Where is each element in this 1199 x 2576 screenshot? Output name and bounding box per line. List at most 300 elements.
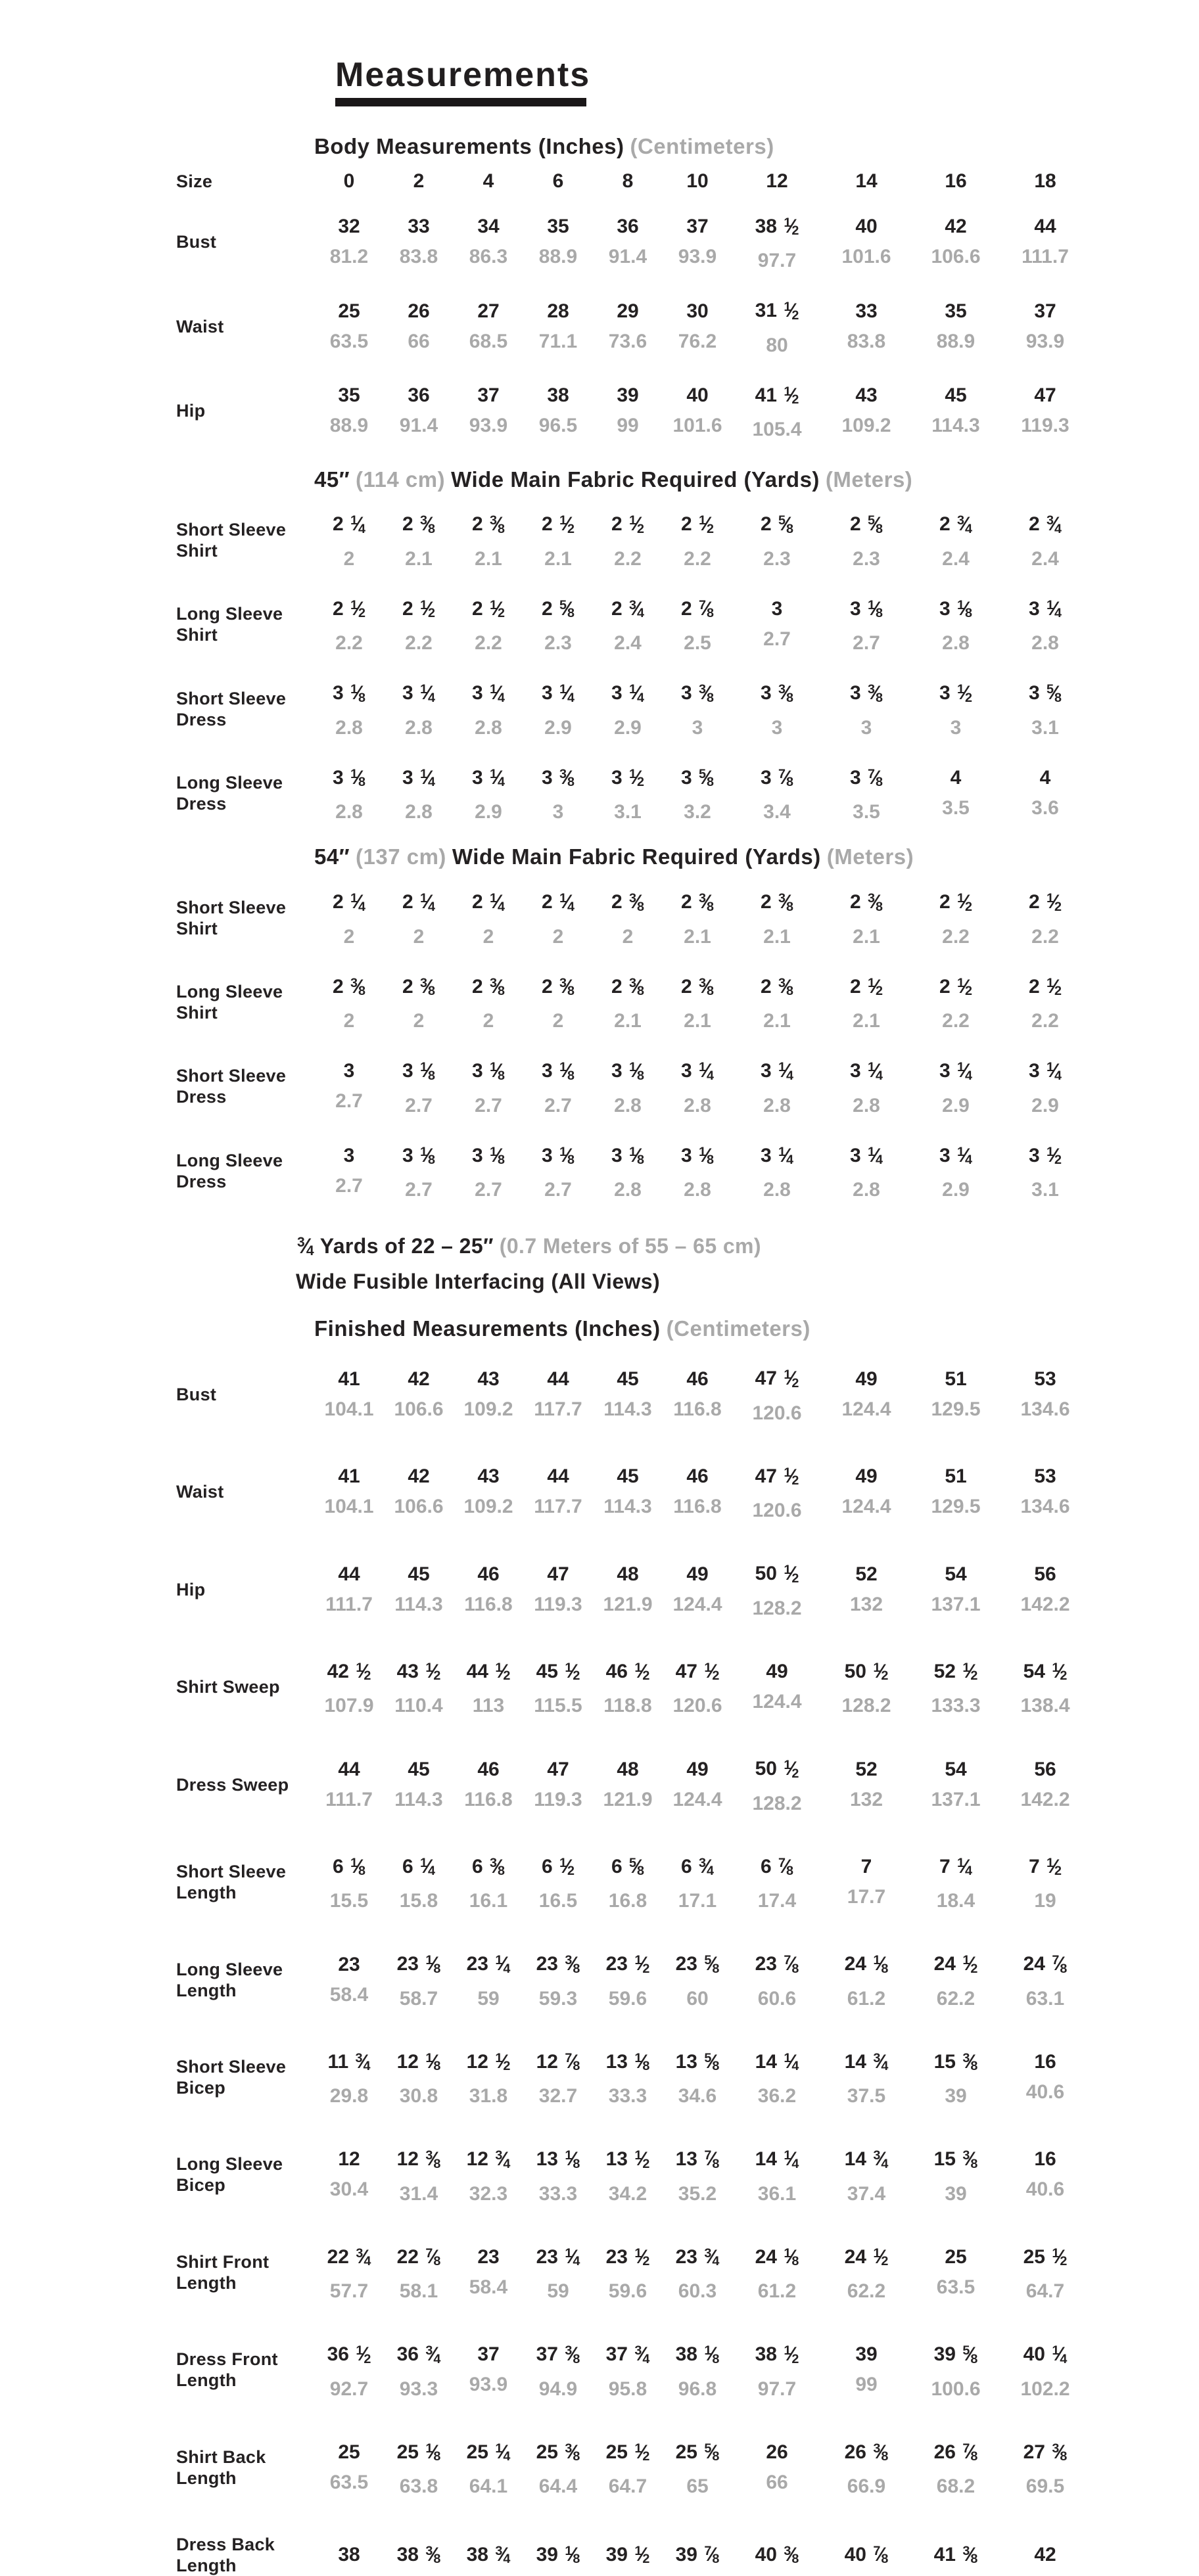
measurement-cell (911, 1656, 1000, 1718)
inch-value: 37 $^3⁄_4$ (605, 2343, 650, 2366)
inch-value: 23 $^7⁄_8$ (755, 1953, 799, 1976)
measurement-cell (314, 1758, 384, 1812)
measurement-cell (822, 2046, 911, 2108)
inch-value: 3 $^1⁄_4$ (402, 682, 436, 705)
cm-value: 2.8 (853, 1094, 880, 1116)
inch-value: 2 $^3⁄_8$ (332, 975, 366, 999)
cm-value: 2.2 (335, 632, 363, 655)
inch-value: 2 $^3⁄_8$ (471, 513, 505, 536)
cm-value: 2.3 (544, 632, 572, 655)
inch-value: 3 $^1⁄_8$ (611, 1060, 645, 1083)
fraction: $^3⁄_4$ (356, 2245, 371, 2269)
size-value: 0 (343, 170, 355, 192)
cm-value: 2.2 (614, 547, 642, 570)
measurement-cell (822, 1368, 911, 1421)
inch-value: 2 $^3⁄_8$ (680, 891, 715, 914)
fraction: $^1⁄_2$ (1052, 2245, 1068, 2269)
table-row (176, 1656, 1199, 1718)
measurement-cell (911, 766, 1000, 820)
cm-value: 2.9 (544, 716, 572, 739)
cm-value: 63.8 (399, 2475, 438, 2498)
cm-value: 16.8 (608, 1890, 647, 1912)
inch-value: 3 $^1⁄_4$ (1028, 1060, 1062, 1083)
inch-value: 3 $^1⁄_2$ (1028, 1144, 1062, 1168)
measurement-cell (593, 1465, 663, 1519)
cm-value: 59 (547, 2280, 569, 2303)
section-heading (314, 1316, 1199, 1342)
cm-value: 30.8 (399, 2085, 438, 2107)
inch-value: 39 $^5⁄_8$ (933, 2343, 978, 2366)
cm-value: 32.3 (469, 2182, 508, 2205)
inch-value: 38 $^1⁄_2$ (755, 215, 799, 239)
fraction: $^1⁄_2$ (559, 513, 575, 536)
cm-value: 64.1 (469, 2475, 508, 2498)
cm-value: 64.7 (608, 2475, 647, 2498)
measurement-cell (1000, 1465, 1090, 1519)
cm-value: 2.8 (335, 716, 363, 739)
cm-value: 2.7 (544, 1094, 572, 1116)
cm-value: 65 (686, 2475, 709, 2498)
measurement-cell (1000, 1563, 1090, 1617)
section-fabric-45 (176, 467, 1199, 824)
table-row (176, 509, 1199, 570)
cm-value: 2.1 (853, 1010, 880, 1032)
inch-value: 13 $^1⁄_2$ (605, 2148, 650, 2171)
measurement-cell (732, 2339, 822, 2401)
inch-value: 42 $^1⁄_2$ (327, 1660, 371, 1684)
measurement-cell (384, 1948, 454, 2010)
measurement-cell (314, 2543, 384, 2567)
table-row (176, 971, 1199, 1033)
measurement-cell (523, 1465, 593, 1519)
measurement-cell (454, 593, 523, 655)
table-row (176, 762, 1199, 824)
cm-value: 142.2 (1020, 1593, 1070, 1615)
fraction: $^5⁄_8$ (704, 2050, 720, 2074)
fraction: $^1⁄_4$ (628, 682, 645, 705)
fraction: $^1⁄_4$ (559, 682, 575, 705)
inch-value: 46 $^1⁄_2$ (605, 1660, 650, 1684)
inch-value: 37 (477, 2343, 500, 2366)
cm-value: 119.3 (534, 1788, 582, 1810)
fraction: $^1⁄_8$ (425, 2050, 441, 2074)
fraction: $^1⁄_8$ (489, 1144, 505, 1168)
inch-value: 15 $^3⁄_8$ (933, 2148, 978, 2171)
cm-value: 58.1 (399, 2280, 438, 2303)
cm-value: 2 (552, 925, 564, 948)
fraction: $^1⁄_8$ (867, 597, 883, 621)
inch-value: 40 $^1⁄_4$ (1023, 2343, 1068, 2366)
cm-value: 63.5 (329, 330, 369, 352)
measurement-cell (454, 1368, 523, 1421)
fraction: $^1⁄_4$ (1046, 1060, 1062, 1083)
inch-value: 3 $^3⁄_8$ (541, 766, 575, 790)
inch-value: 6 $^3⁄_8$ (471, 1855, 505, 1879)
inch-value: 38 $^1⁄_2$ (755, 2343, 799, 2366)
fraction: $^1⁄_2$ (1046, 975, 1062, 999)
measurement-cell (1000, 1948, 1090, 2010)
inch-value: 3 (343, 1144, 355, 1166)
size-value: 10 (686, 170, 709, 192)
measurement-cell (593, 1948, 663, 2010)
inch-value: 3 $^1⁄_4$ (471, 682, 505, 705)
cm-value: 93.9 (678, 246, 717, 268)
cm-value: 134.6 (1020, 1496, 1070, 1518)
cm-value: 68.2 (936, 2475, 976, 2498)
row-label: Long Sleeve Shirt (176, 604, 283, 645)
fraction: $^1⁄_2$ (628, 766, 645, 790)
cm-value: 120.6 (752, 1500, 802, 1522)
inch-value: 33 (855, 300, 878, 322)
inch-value: 14 $^1⁄_4$ (755, 2148, 799, 2171)
fraction: $^7⁄_8$ (867, 766, 883, 790)
measurement-rows (176, 1363, 1199, 2576)
measurement-cell (1000, 2437, 1090, 2498)
measurement-cell (523, 971, 593, 1033)
inch-value: 50 $^1⁄_2$ (755, 1563, 799, 1586)
measurement-cell (384, 1851, 454, 1913)
cm-value: 116.8 (464, 1593, 513, 1615)
cm-value: 2 (413, 1010, 425, 1032)
inch-value: 25 $^1⁄_4$ (466, 2441, 511, 2464)
inch-value: 2 $^1⁄_4$ (471, 891, 505, 914)
cm-value: 58.7 (399, 1987, 438, 2010)
cm-value: 124.4 (841, 1398, 891, 1420)
inch-value: 3 $^1⁄_8$ (402, 1144, 436, 1168)
measurement-cell (593, 886, 663, 948)
fraction: $^1⁄_2$ (956, 682, 973, 705)
cm-value: 97.7 (757, 2378, 797, 2400)
fraction: $^3⁄_8$ (559, 766, 575, 790)
inch-value: 7 $^1⁄_4$ (939, 1855, 973, 1879)
inch-value: 3 $^1⁄_8$ (939, 597, 973, 621)
cm-value: 59 (477, 1987, 500, 2010)
inch-value: 54 (945, 1563, 967, 1585)
fraction: $^1⁄_2$ (784, 2343, 799, 2366)
measurement-cell (454, 1465, 523, 1519)
fraction: $^1⁄_2$ (634, 1953, 650, 1976)
fraction: $^1⁄_8$ (350, 682, 366, 705)
heading-part: Body Measurements (Inches) (314, 134, 624, 158)
inch-value: 2 $^3⁄_8$ (471, 975, 505, 999)
measurement-cell (911, 678, 1000, 739)
inch-value: 26 $^3⁄_8$ (844, 2441, 889, 2464)
cm-value: 2 (343, 1010, 355, 1032)
measurement-cell (314, 1059, 384, 1113)
cm-value: 137.1 (931, 1788, 981, 1810)
inch-value: 2 $^3⁄_8$ (849, 891, 883, 914)
measurement-cell (384, 1368, 454, 1421)
cm-value: 15.8 (399, 1890, 438, 1912)
fraction: $^5⁄_8$ (778, 513, 794, 536)
measurement-cell (314, 1144, 384, 1198)
measurement-rows (176, 509, 1199, 824)
measurement-cell (1000, 1758, 1090, 1812)
measurement-cell (822, 384, 911, 438)
inch-value: 39 $^1⁄_8$ (536, 2543, 580, 2567)
inch-value: 15 $^3⁄_8$ (933, 2050, 978, 2074)
measurement-cell (384, 971, 454, 1033)
fraction: $^5⁄_8$ (704, 2441, 720, 2464)
fraction: $^3⁄_8$ (489, 1855, 505, 1879)
inch-value: 37 (686, 216, 709, 238)
fraction: $^1⁄_4$ (778, 1144, 794, 1168)
cm-value: 3.4 (763, 801, 791, 823)
inch-value: 3 $^7⁄_8$ (849, 766, 883, 790)
inch-value: 12 $^7⁄_8$ (536, 2050, 580, 2074)
inch-value: 36 (408, 384, 430, 407)
inch-value: 49 (686, 1758, 709, 1780)
measurement-cell (454, 1656, 523, 1718)
measurement-cell (732, 295, 822, 357)
row-label: Short Sleeve Length (176, 1862, 287, 1903)
measurement-cell (732, 2539, 822, 2571)
fraction: $^1⁄_4$ (419, 766, 436, 790)
inch-value: 3 $^3⁄_8$ (760, 682, 794, 705)
row-label: Short Sleeve Shirt (176, 897, 287, 938)
fraction: $^1⁄_4$ (489, 891, 505, 914)
table-row (176, 678, 1199, 739)
inch-value: 13 $^7⁄_8$ (675, 2148, 720, 2171)
cm-value: 64.4 (538, 2475, 578, 2498)
cm-value: 2.1 (763, 925, 791, 948)
row-label: Dress Front Length (176, 2349, 278, 2391)
measurement-cell (822, 2539, 911, 2571)
measurement-cell (593, 971, 663, 1033)
cm-value: 119.3 (534, 1593, 582, 1615)
inch-value: 3 $^1⁄_8$ (849, 597, 883, 621)
cm-value: 60.6 (757, 1987, 797, 2010)
heading-part: Wide Main Fabric Required (Yards) (451, 467, 820, 492)
measurement-cell (1000, 215, 1090, 269)
fraction: $^3⁄_8$ (962, 2543, 978, 2567)
inch-value: 27 (477, 300, 500, 322)
fraction: $^1⁄_2$ (495, 2050, 511, 2074)
row-label: Shirt Sweep (176, 1677, 280, 1697)
measurement-cell (454, 1851, 523, 1913)
inch-value: 26 (408, 300, 430, 322)
cm-value: 93.9 (469, 2374, 508, 2396)
measurement-cell (732, 1055, 822, 1117)
inch-value: 47 $^1⁄_2$ (755, 1465, 799, 1488)
cm-value: 118.8 (603, 1695, 652, 1717)
inch-value: 41 $^1⁄_2$ (755, 384, 799, 407)
measurement-cell (822, 1055, 911, 1117)
measurement-cell (593, 1656, 663, 1718)
measurement-cell (314, 593, 384, 655)
measurement-cell (314, 1368, 384, 1421)
inch-value: 44 $^1⁄_2$ (466, 1660, 511, 1684)
fraction: $^1⁄_4$ (1046, 597, 1062, 621)
measurement-cell (593, 593, 663, 655)
measurement-cell (911, 971, 1000, 1033)
measurement-cell (384, 300, 454, 354)
inch-value: 38 (547, 384, 569, 407)
row-label: Long Sleeve Dress (176, 1150, 283, 1191)
fraction: $^1⁄_2$ (350, 597, 366, 621)
fraction: $^3⁄_8$ (962, 2148, 978, 2171)
fraction: $^1⁄_4$ (559, 891, 575, 914)
measurement-cell (384, 2339, 454, 2401)
measurement-rows (176, 886, 1199, 1202)
inch-value: 54 $^1⁄_2$ (1023, 1660, 1068, 1684)
inch-value: 43 (855, 384, 878, 407)
cm-value: 2.8 (614, 1179, 642, 1201)
cm-value: 17.7 (847, 1886, 886, 1908)
cm-value: 92.7 (329, 2378, 369, 2400)
cm-value: 63.5 (329, 2471, 369, 2493)
cm-value: 3.1 (614, 801, 642, 823)
measurement-cell (384, 2539, 454, 2571)
row-label: Short Sleeve Shirt (176, 519, 287, 561)
measurement-cell (911, 593, 1000, 655)
fraction: $^1⁄_2$ (784, 384, 799, 407)
measurement-cell (911, 2539, 1000, 2571)
measurement-cell (663, 2144, 732, 2205)
inch-value: 13 $^1⁄_8$ (536, 2148, 580, 2171)
inch-value: 25 (338, 2441, 360, 2463)
cm-value: 2.9 (614, 716, 642, 739)
fraction: $^1⁄_2$ (419, 597, 436, 621)
measurement-cell (593, 678, 663, 739)
table-row (176, 2046, 1199, 2108)
inch-value: 42 (408, 1368, 430, 1390)
fraction: $^3⁄_4$ (495, 2543, 511, 2567)
cm-value: 120.6 (752, 1402, 802, 1424)
fraction: $^1⁄_8$ (628, 1144, 645, 1168)
cm-value: 94.9 (538, 2378, 578, 2400)
fraction: $^1⁄_8$ (559, 1060, 575, 1083)
inch-value: 3 $^1⁄_4$ (849, 1060, 883, 1083)
cm-value: 73.6 (608, 330, 647, 352)
fraction: $^1⁄_2$ (956, 891, 973, 914)
measurement-cell (1000, 766, 1090, 820)
measurement-cell (523, 384, 593, 438)
measurement-cell (523, 678, 593, 739)
measurement-cell (384, 1465, 454, 1519)
measurement-cell (523, 2144, 593, 2205)
cm-value: 99 (617, 415, 639, 437)
inch-value: 41 (338, 1465, 360, 1488)
inch-value: 38 $^3⁄_4$ (466, 2543, 511, 2567)
measurement-cell (314, 2148, 384, 2201)
inch-value: 2 $^1⁄_2$ (471, 597, 505, 621)
inch-value: 28 (547, 300, 569, 322)
fraction: $^1⁄_2$ (784, 300, 799, 323)
fraction: $^3⁄_8$ (559, 975, 575, 999)
measurement-cell (384, 509, 454, 570)
fraction: $^3⁄_4$ (1046, 513, 1062, 536)
inch-value: 13 $^5⁄_8$ (675, 2050, 720, 2074)
fraction: $^7⁄_8$ (784, 1953, 799, 1976)
fraction: $^1⁄_4$ (350, 891, 366, 914)
cm-value: 37.5 (847, 2085, 886, 2107)
inch-value: 7 (860, 1856, 872, 1878)
measurement-cell (732, 1948, 822, 2010)
measurement-cell (593, 1758, 663, 1812)
measurement-cell (911, 1055, 1000, 1117)
measurement-cell (454, 2539, 523, 2571)
fraction: $^1⁄_8$ (784, 2245, 799, 2269)
inch-value: 45 $^1⁄_2$ (536, 1660, 580, 1684)
cm-value: 59.3 (538, 1987, 578, 2010)
cm-value: 16.1 (469, 1890, 508, 1912)
measurement-cell (454, 678, 523, 739)
measurement-cell (314, 2441, 384, 2495)
page-title: Measurements (335, 56, 591, 94)
table-row (176, 2242, 1199, 2303)
fraction: $^1⁄_4$ (419, 891, 436, 914)
fraction: $^1⁄_8$ (350, 766, 366, 790)
cm-value: 2.1 (684, 925, 711, 948)
inch-value: 23 $^1⁄_2$ (605, 1953, 650, 1976)
inch-value: 38 (338, 2544, 360, 2566)
size-label: Size (176, 172, 213, 191)
cm-value: 113 (472, 1695, 505, 1717)
fraction: $^1⁄_8$ (956, 597, 973, 621)
measurement-cell (822, 1656, 911, 1718)
table-row (176, 1948, 1199, 2010)
fraction: $^1⁄_4$ (956, 1855, 973, 1879)
inch-value: 24 $^1⁄_8$ (755, 2245, 799, 2269)
inch-value: 47 (547, 1563, 569, 1585)
size-value: 6 (552, 170, 564, 192)
inch-value: 2 $^3⁄_4$ (939, 513, 973, 536)
measurement-cell (314, 1953, 384, 2007)
inch-value: 23 $^1⁄_8$ (396, 1953, 441, 1976)
inch-value: 23 $^5⁄_8$ (675, 1953, 720, 1976)
cm-value: 3 (860, 716, 872, 739)
measurement-cell (911, 2339, 1000, 2401)
measurement-cell (384, 886, 454, 948)
inch-value: 3 $^1⁄_4$ (760, 1144, 794, 1168)
inch-value: 12 $^1⁄_8$ (396, 2050, 441, 2074)
fraction: $^1⁄_2$ (698, 513, 715, 536)
inch-value: 39 (617, 384, 639, 407)
measurement-cell (663, 384, 732, 438)
cm-value: 111.7 (325, 1788, 373, 1810)
section-body-measurements (176, 133, 1199, 442)
cm-value: 2.3 (853, 547, 880, 570)
measurement-cell (454, 971, 523, 1033)
fraction: $^3⁄_8$ (698, 975, 715, 999)
cm-value: 109.2 (841, 415, 891, 437)
cm-value: 116.8 (464, 1788, 513, 1810)
table-row (176, 1140, 1199, 1202)
inch-value: 2 $^5⁄_8$ (541, 597, 575, 621)
inch-value: 2 $^1⁄_2$ (849, 975, 883, 999)
cm-value: 102.2 (1020, 2378, 1070, 2400)
measurement-cell (593, 2242, 663, 2303)
inch-value: 56 (1034, 1758, 1056, 1780)
measurement-cell (911, 509, 1000, 570)
fraction: $^7⁄_8$ (778, 766, 794, 790)
cm-value: 66 (408, 330, 430, 352)
cm-value: 114.3 (394, 1788, 443, 1810)
cm-value: 93.3 (399, 2378, 438, 2400)
measurement-cell (1000, 509, 1090, 570)
measurement-cell (593, 215, 663, 269)
measurement-cell (663, 1465, 732, 1519)
inch-value: 44 (1034, 216, 1056, 238)
cm-value: 2 (413, 925, 425, 948)
measurement-cell (454, 1140, 523, 1202)
fraction: $^3⁄_8$ (350, 975, 366, 999)
cm-value: 2.8 (684, 1094, 711, 1116)
cm-value: 2.2 (1031, 1010, 1059, 1032)
cm-value: 2.4 (942, 547, 970, 570)
measurement-cell (663, 2242, 732, 2303)
